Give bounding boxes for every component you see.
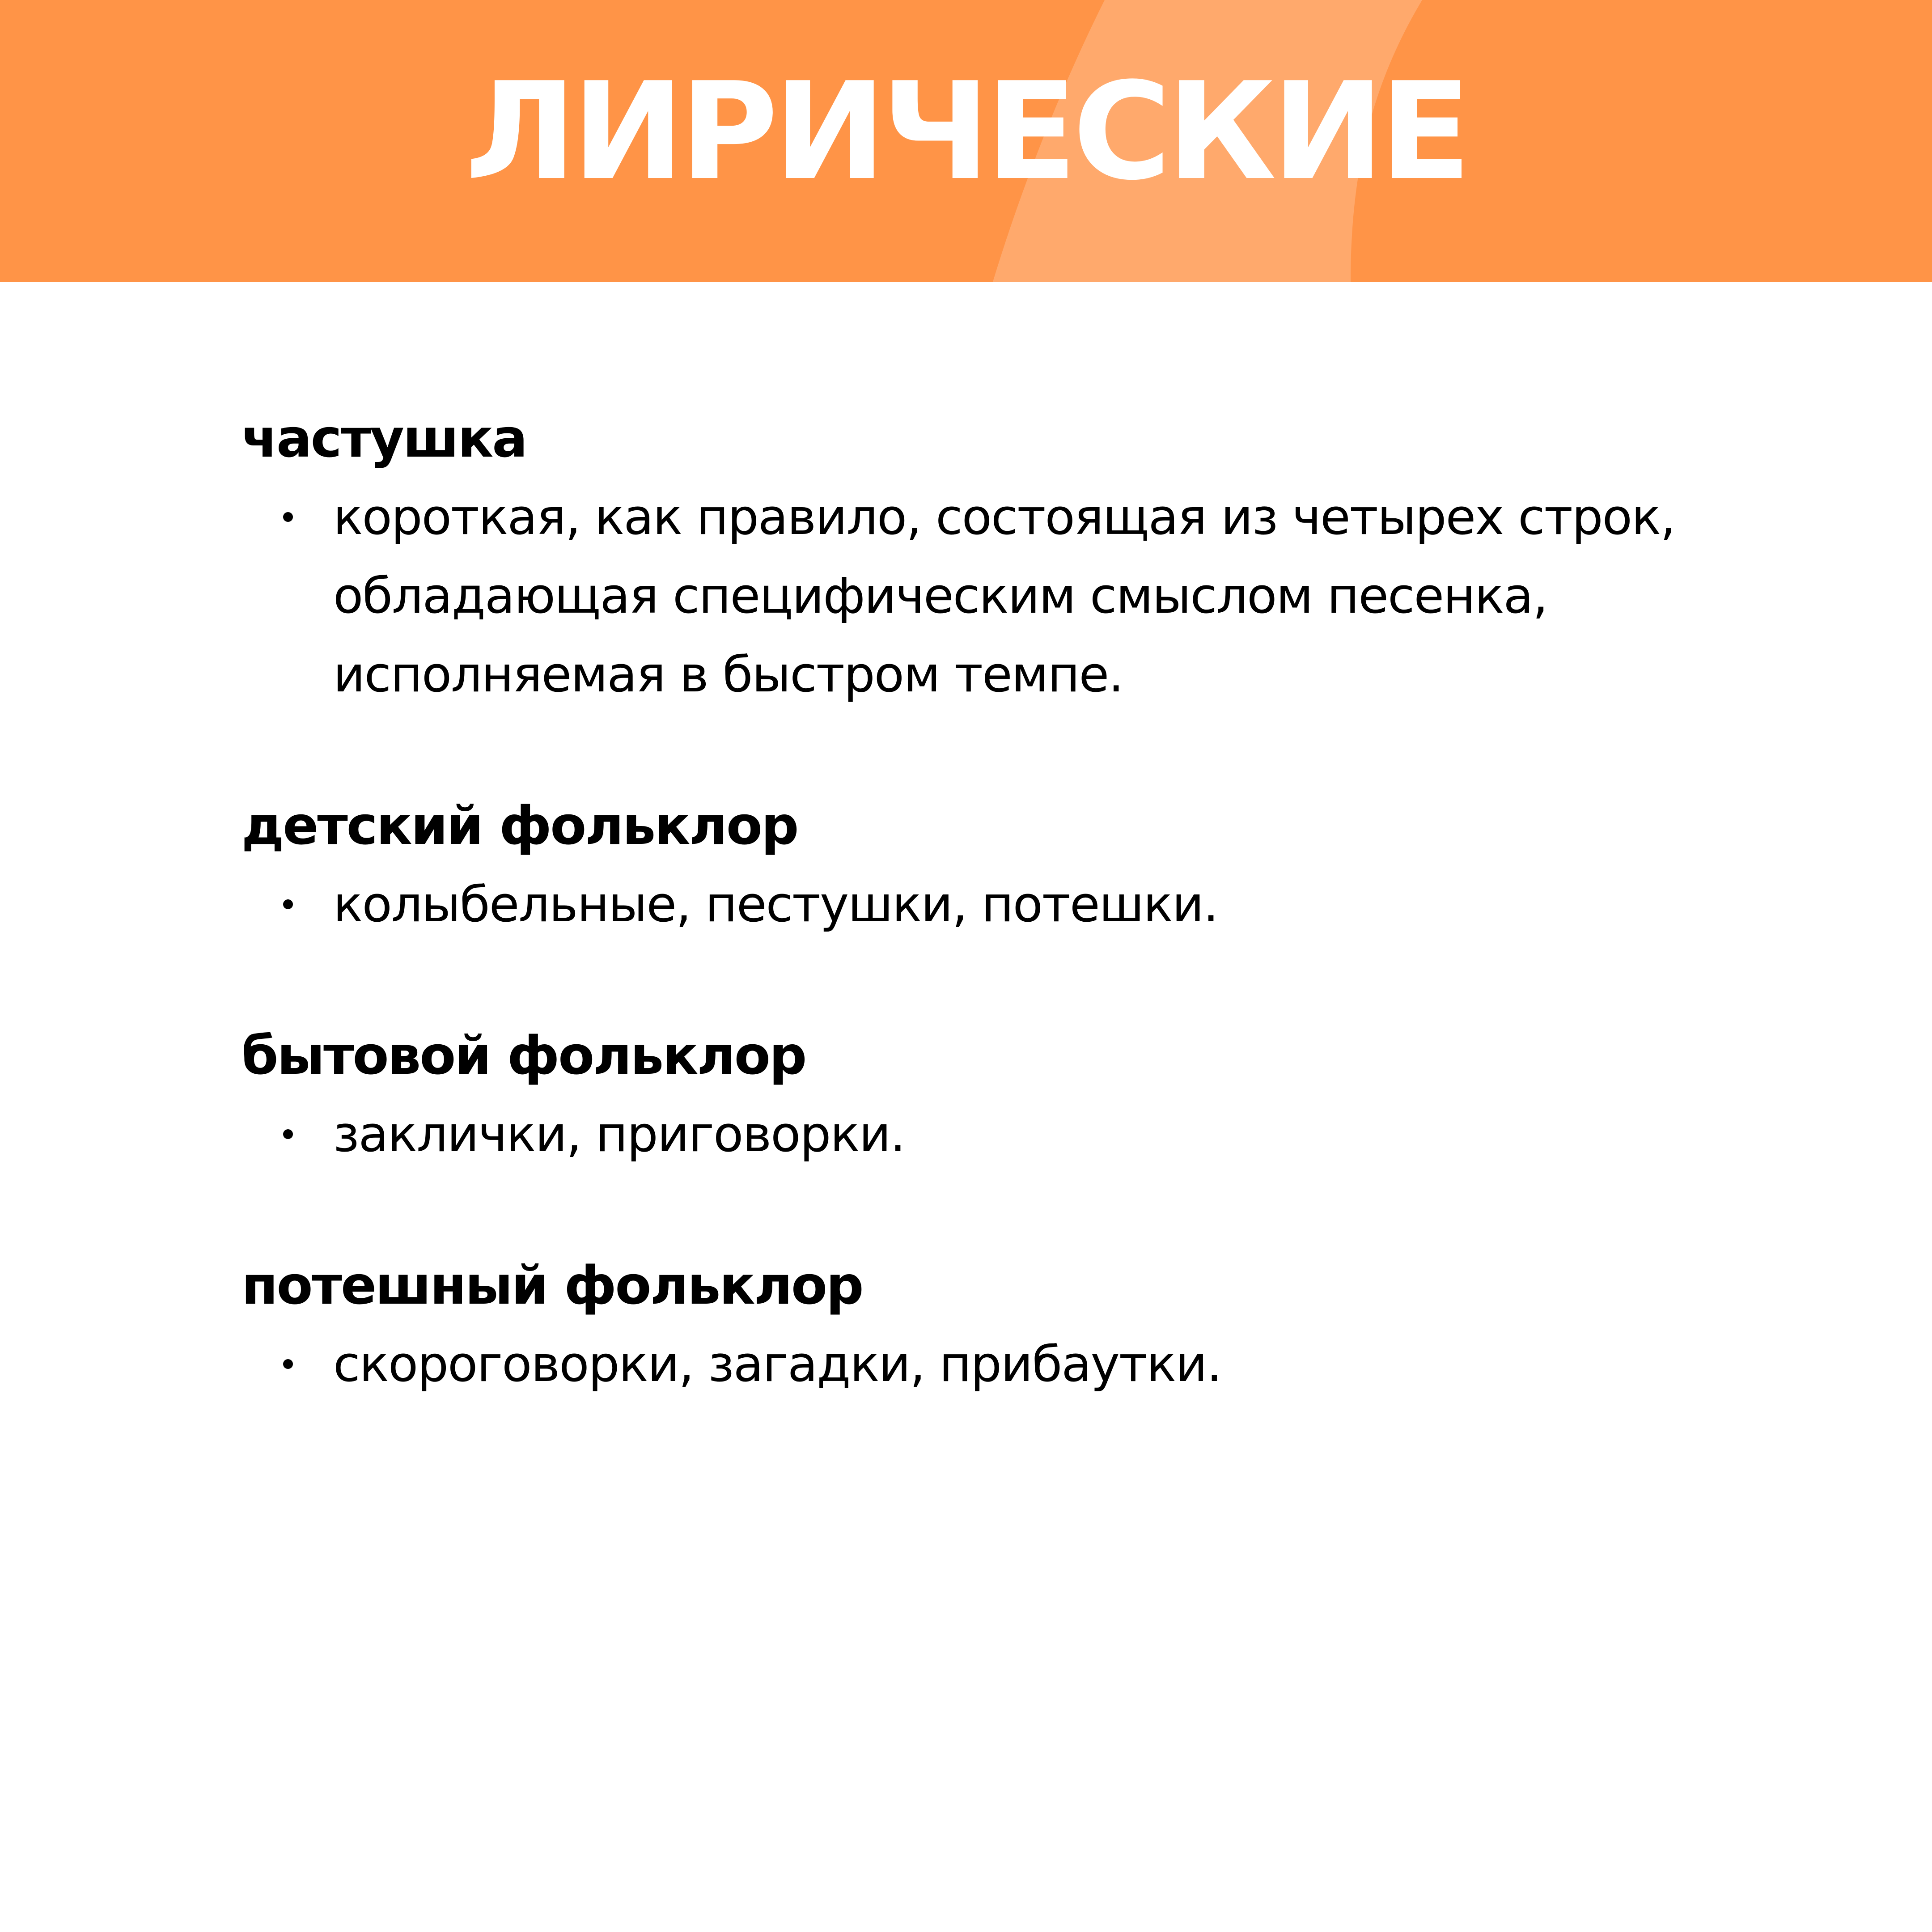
section-humorous-folklore bbox=[242, 1250, 1717, 1403]
bullet-text: скороговорки, загадки, прибаутки. bbox=[333, 1335, 1221, 1393]
section-children-folklore bbox=[242, 790, 1717, 944]
bullet-text: колыбельные, пестушки, потешки. bbox=[333, 876, 1218, 933]
section-chastushka bbox=[242, 402, 1717, 714]
section-heading: бытовой фольклор bbox=[242, 1025, 806, 1086]
list-item bbox=[242, 1325, 1717, 1403]
section-heading: частушка bbox=[242, 407, 526, 469]
bullet-icon bbox=[283, 512, 293, 522]
section-heading: детский фольклор bbox=[242, 795, 798, 856]
bullet-text: короткая, как правило, состоящая из четырех строк, обладающая специфическим смыслом песенка, исполняемая в быстром темпе. bbox=[333, 488, 1675, 703]
bullet-icon bbox=[283, 1129, 293, 1139]
list-item bbox=[242, 1095, 1717, 1174]
page-title: ЛИРИЧЕСКИЕ bbox=[465, 54, 1467, 210]
section-everyday-folklore bbox=[242, 1020, 1717, 1174]
section-heading: потешный фольклор bbox=[242, 1254, 863, 1316]
list-item bbox=[242, 478, 1717, 714]
bullet-icon bbox=[283, 899, 293, 909]
bullet-icon bbox=[283, 1359, 293, 1369]
header-banner bbox=[0, 0, 1932, 282]
list-item bbox=[242, 865, 1717, 944]
bullet-text: заклички, приговорки. bbox=[333, 1106, 905, 1163]
content-area bbox=[242, 402, 1717, 1403]
